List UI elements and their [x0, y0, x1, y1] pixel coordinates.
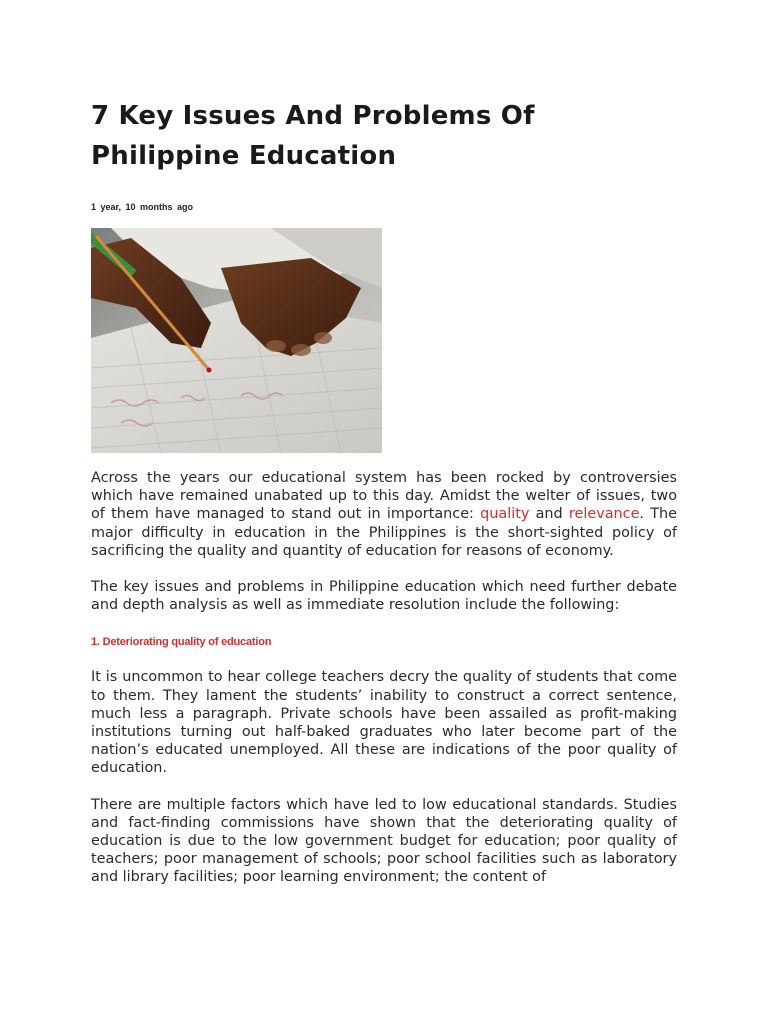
relevance-link[interactable]: relevance [568, 506, 640, 523]
article-photo [91, 228, 382, 453]
post-timestamp: 1 year, 10 months ago [91, 202, 194, 212]
article [91, 96, 677, 887]
section-heading-1: 1. Deteriorating quality of education [91, 636, 272, 649]
intro-text-start: Across the years our educational system has been rocked by controversies which have remained unabated up to this day. Amidst the welter of issues, two of them have managed to stand out in importance: [91, 470, 677, 523]
intro-text-middle: and [529, 506, 569, 523]
quality-link[interactable]: quality [480, 506, 530, 523]
intro-paragraph [91, 469, 677, 560]
section1-paragraph-2: There are multiple factors which have led to low educational standards. Studies and fact-finding commissions have shown that the deteriorating quality of education is due to the low government budget for education; poor quality of teachers; poor management of schools; poor school facilities such as laboratory and library facilities; poor learning environment; the content of [91, 796, 677, 886]
intro-text-end: . The major difficulty in education in the Philippines is the short-sighted policy of sacrificing the quality and quantity of education for reasons of economy. [91, 506, 677, 559]
page-title: 7 Key Issues And Problems Of Philippine Education [91, 101, 535, 171]
issues-intro-paragraph: The key issues and problems in Philippine education which need further debate and depth analysis as well as immediate resolution include the following: [91, 579, 677, 614]
section1-paragraph-1: It is uncommon to hear college teachers decry the quality of students that come to them. They lament the students’ inability to construct a correct sentence, much less a paragraph. Private schools have been assailed as profit-making institutions turning out half-baked graduates who later become part of the nation’s educated unemployed. All these are indications of the poor quality of education. [91, 669, 677, 777]
